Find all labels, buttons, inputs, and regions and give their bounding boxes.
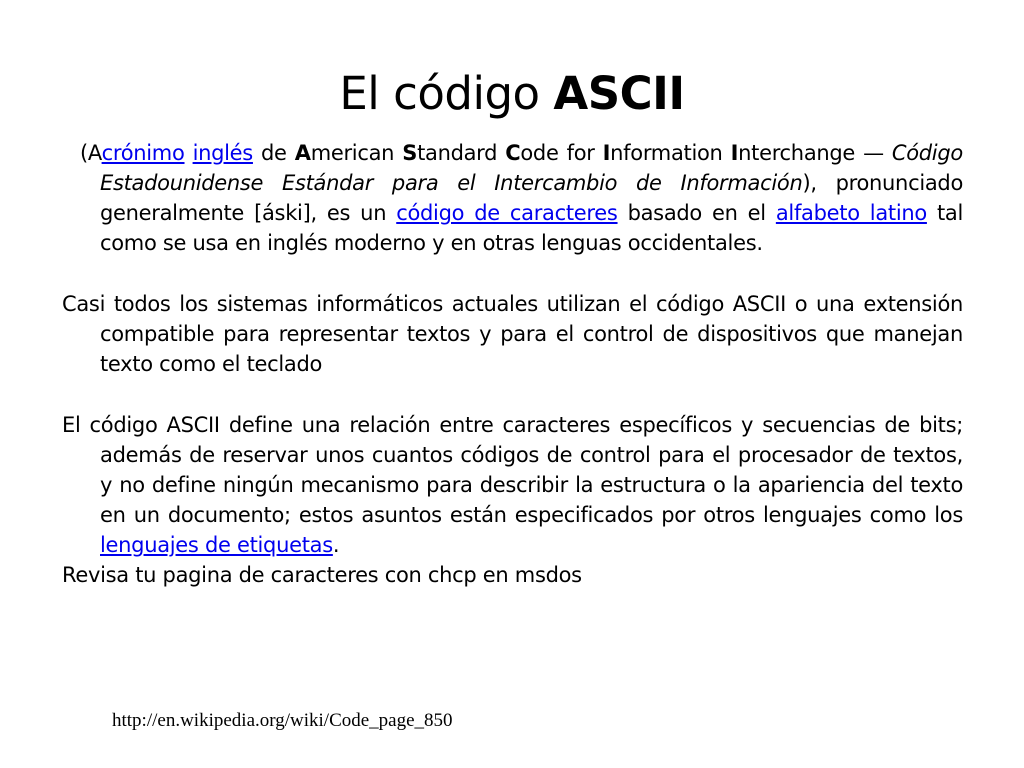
initial-c: C xyxy=(505,141,521,165)
title-bold: ASCII xyxy=(553,67,685,120)
link-lenguajes-de-etiquetas[interactable]: lenguajes de etiquetas xyxy=(100,533,333,557)
initial-s: S xyxy=(402,141,418,165)
text-pronunciation: ), pronunciado generalmente [áski], es un xyxy=(100,171,963,225)
text-definition-end: tal como se usa en inglés moderno y en otras lenguas occidentales. xyxy=(100,201,963,255)
initial-i-information: I xyxy=(602,141,611,165)
slide-title xyxy=(0,66,1024,122)
link-codigo-de-caracteres[interactable]: código de caracteres xyxy=(396,201,618,225)
link-acronimo[interactable]: crónimo xyxy=(101,141,185,165)
paragraph-usage: Casi todos los sistemas informáticos actuales utilizan el código ASCII o una extensión compatible para representar textos y para el control de dispositivos que manejan texto como el teclado xyxy=(62,292,963,376)
text-de: de xyxy=(261,141,287,165)
title-regular: El código xyxy=(339,67,540,120)
paragraph-chcp: Revisa tu pagina de caracteres con chcp en msdos xyxy=(62,563,582,587)
link-alfabeto-latino[interactable]: alfabeto latino xyxy=(775,201,927,225)
text-open-paren: (A xyxy=(80,141,102,165)
paragraph-relation xyxy=(62,410,963,560)
paragraph-definition xyxy=(62,138,963,258)
initial-a: A xyxy=(294,141,311,165)
text-basado: basado en el xyxy=(617,201,776,225)
text-nformation: nformation xyxy=(610,141,723,165)
slide-body xyxy=(62,138,963,590)
spacer xyxy=(62,379,963,410)
text-merican: merican xyxy=(310,141,395,165)
spacer xyxy=(62,258,963,289)
link-ingles[interactable]: inglés xyxy=(192,141,253,165)
text-ode-for: ode for xyxy=(520,141,595,165)
initial-i-interchange: I xyxy=(730,141,739,165)
text-spanish-name: Código Estadounidense Estándar para el Intercambio de Información xyxy=(100,141,963,195)
text-tandard: tandard xyxy=(417,141,498,165)
source-url: http://en.wikipedia.org/wiki/Code_page_850 xyxy=(112,710,453,731)
text-nterchange: nterchange — xyxy=(738,141,892,165)
text-relation: El código ASCII define una relación entre caracteres específicos y secuencias de bits; además de reservar unos cuantos códigos de control para el procesador de textos, y no define ningún mecanismo para describir la estructura o la apariencia del texto en un documento; estos asuntos están especificados por otros lenguajes como los xyxy=(62,413,963,527)
text-relation-end: . xyxy=(332,533,340,557)
